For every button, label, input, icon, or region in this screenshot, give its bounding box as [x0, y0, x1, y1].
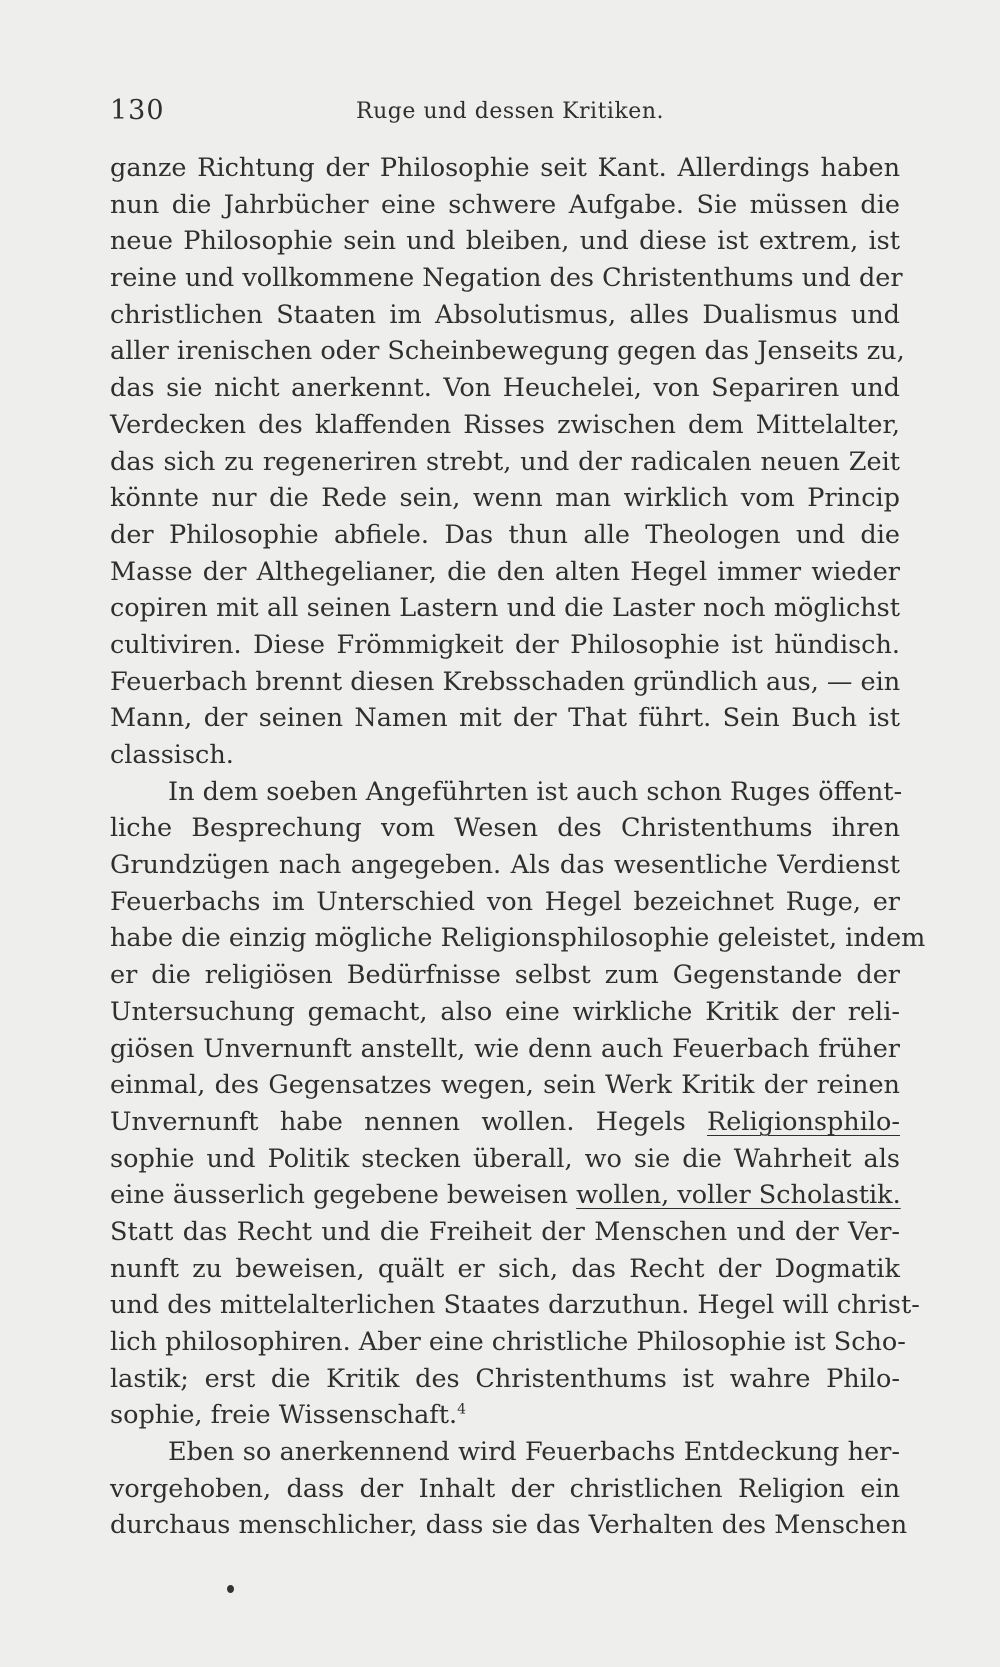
- underlined-text: Religionsphilo-: [707, 1106, 900, 1137]
- text-line: cultiviren. Diese Frömmigkeit der Philosophie ist hündisch.: [110, 629, 900, 660]
- text-segment: sophie, freie Wissenschaft.: [110, 1400, 458, 1431]
- text-line: classisch.: [110, 740, 234, 770]
- text-segment: eine äusserlich gegebene beweisen: [110, 1180, 569, 1211]
- text-line: vorgehoben, dass der Inhalt der christlichen Religion ein: [110, 1473, 900, 1504]
- text-line: [110, 1104, 900, 1141]
- text-line: lich philosophiren. Aber eine christliche Philosophie ist Scho-: [110, 1327, 906, 1357]
- text-line: Feuerbachs im Unterschied von Hegel bezeichnet Ruge, er: [110, 886, 900, 917]
- body-text: [110, 150, 926, 1544]
- text-line: copiren mit all seinen Lastern und die Laster noch möglichst: [110, 593, 900, 624]
- text-line: Mann, der seinen Namen mit der That führt. Sein Buch ist: [110, 703, 900, 734]
- text-line: habe die einzig mögliche Religionsphilosophie geleistet, indem: [110, 923, 926, 954]
- page-number: 130: [110, 95, 165, 126]
- text-line: das sie nicht anerkennt. Von Heuchelei, von Separiren und: [110, 373, 900, 404]
- text-line: Masse der Althegelianer, die den alten Hegel immer wieder: [110, 556, 900, 587]
- text-line: Verdecken des klaffenden Risses zwischen dem Mittelalter,: [110, 409, 900, 440]
- text-line: Untersuchung gemacht, also eine wirkliche Kritik der reli-: [110, 996, 900, 1027]
- text-segment: Unvernunft habe nennen wollen. Hegels: [110, 1106, 686, 1137]
- text-line: sophie und Politik stecken überall, wo sie die Wahrheit als: [110, 1143, 900, 1174]
- text-line: könnte nur die Rede sein, wenn man wirklich vom Princip: [110, 483, 900, 514]
- text-line: Feuerbach brennt diesen Krebsschaden gründlich aus, — ein: [110, 666, 901, 697]
- page-header: [110, 95, 910, 135]
- text-line: [110, 1397, 900, 1434]
- text-line: nunft zu beweisen, quält er sich, das Recht der Dogmatik: [110, 1253, 900, 1284]
- text-line: In dem soeben Angeführten ist auch schon Ruges öffent-: [168, 776, 903, 807]
- text-line: aller irenischen oder Scheinbewegung gegen das Jenseits zu,: [110, 336, 905, 367]
- text-line: er die religiösen Bedürfnisse selbst zum Gegenstande der: [110, 960, 900, 991]
- running-head: Ruge und dessen Kritiken.: [356, 99, 664, 124]
- text-line: reine und vollkommene Negation des Christenthums und der: [110, 263, 903, 294]
- text-line: ganze Richtung der Philosophie seit Kant. Allerdings haben: [110, 153, 900, 183]
- footnote-marker[interactable]: 4: [457, 1401, 467, 1418]
- underlined-text: wollen, voller Scholastik.: [576, 1180, 901, 1211]
- text-line: lastik; erst die Kritik des Christenthums ist wahre Philo-: [110, 1363, 900, 1394]
- text-line: neue Philosophie sein und bleiben, und diese ist extrem, ist: [110, 226, 900, 257]
- text-line: christlichen Staaten im Absolutismus, alles Dualismus und: [110, 299, 900, 330]
- text-line: giösen Unvernunft anstellt, wie denn auch Feuerbach früher: [110, 1033, 900, 1064]
- text-line: liche Besprechung vom Wesen des Christenthums ihren: [110, 813, 900, 844]
- text-line: Eben so anerkennend wird Feuerbachs Entdeckung her-: [168, 1437, 900, 1468]
- text-line: nun die Jahrbücher eine schwere Aufgabe. Sie müssen die: [110, 189, 900, 220]
- text-line: durchaus menschlicher, dass sie das Verhalten des Menschen: [110, 1510, 908, 1541]
- text-line: Grundzügen nach angegeben. Als das wesentliche Verdienst: [110, 850, 900, 881]
- text-line: das sich zu regeneriren strebt, und der radicalen neuen Zeit: [110, 446, 900, 477]
- text-line: Statt das Recht und die Freiheit der Menschen und der Ver-: [110, 1216, 900, 1247]
- text-line: der Philosophie abfiele. Das thun alle Theologen und die: [110, 519, 900, 550]
- text-line: und des mittelalterlichen Staates darzuthun. Hegel will christ-: [110, 1290, 920, 1321]
- ink-dot: [227, 1585, 234, 1593]
- text-line: [110, 1177, 900, 1214]
- text-line: einmal, des Gegensatzes wegen, sein Werk Kritik der reinen: [110, 1070, 900, 1101]
